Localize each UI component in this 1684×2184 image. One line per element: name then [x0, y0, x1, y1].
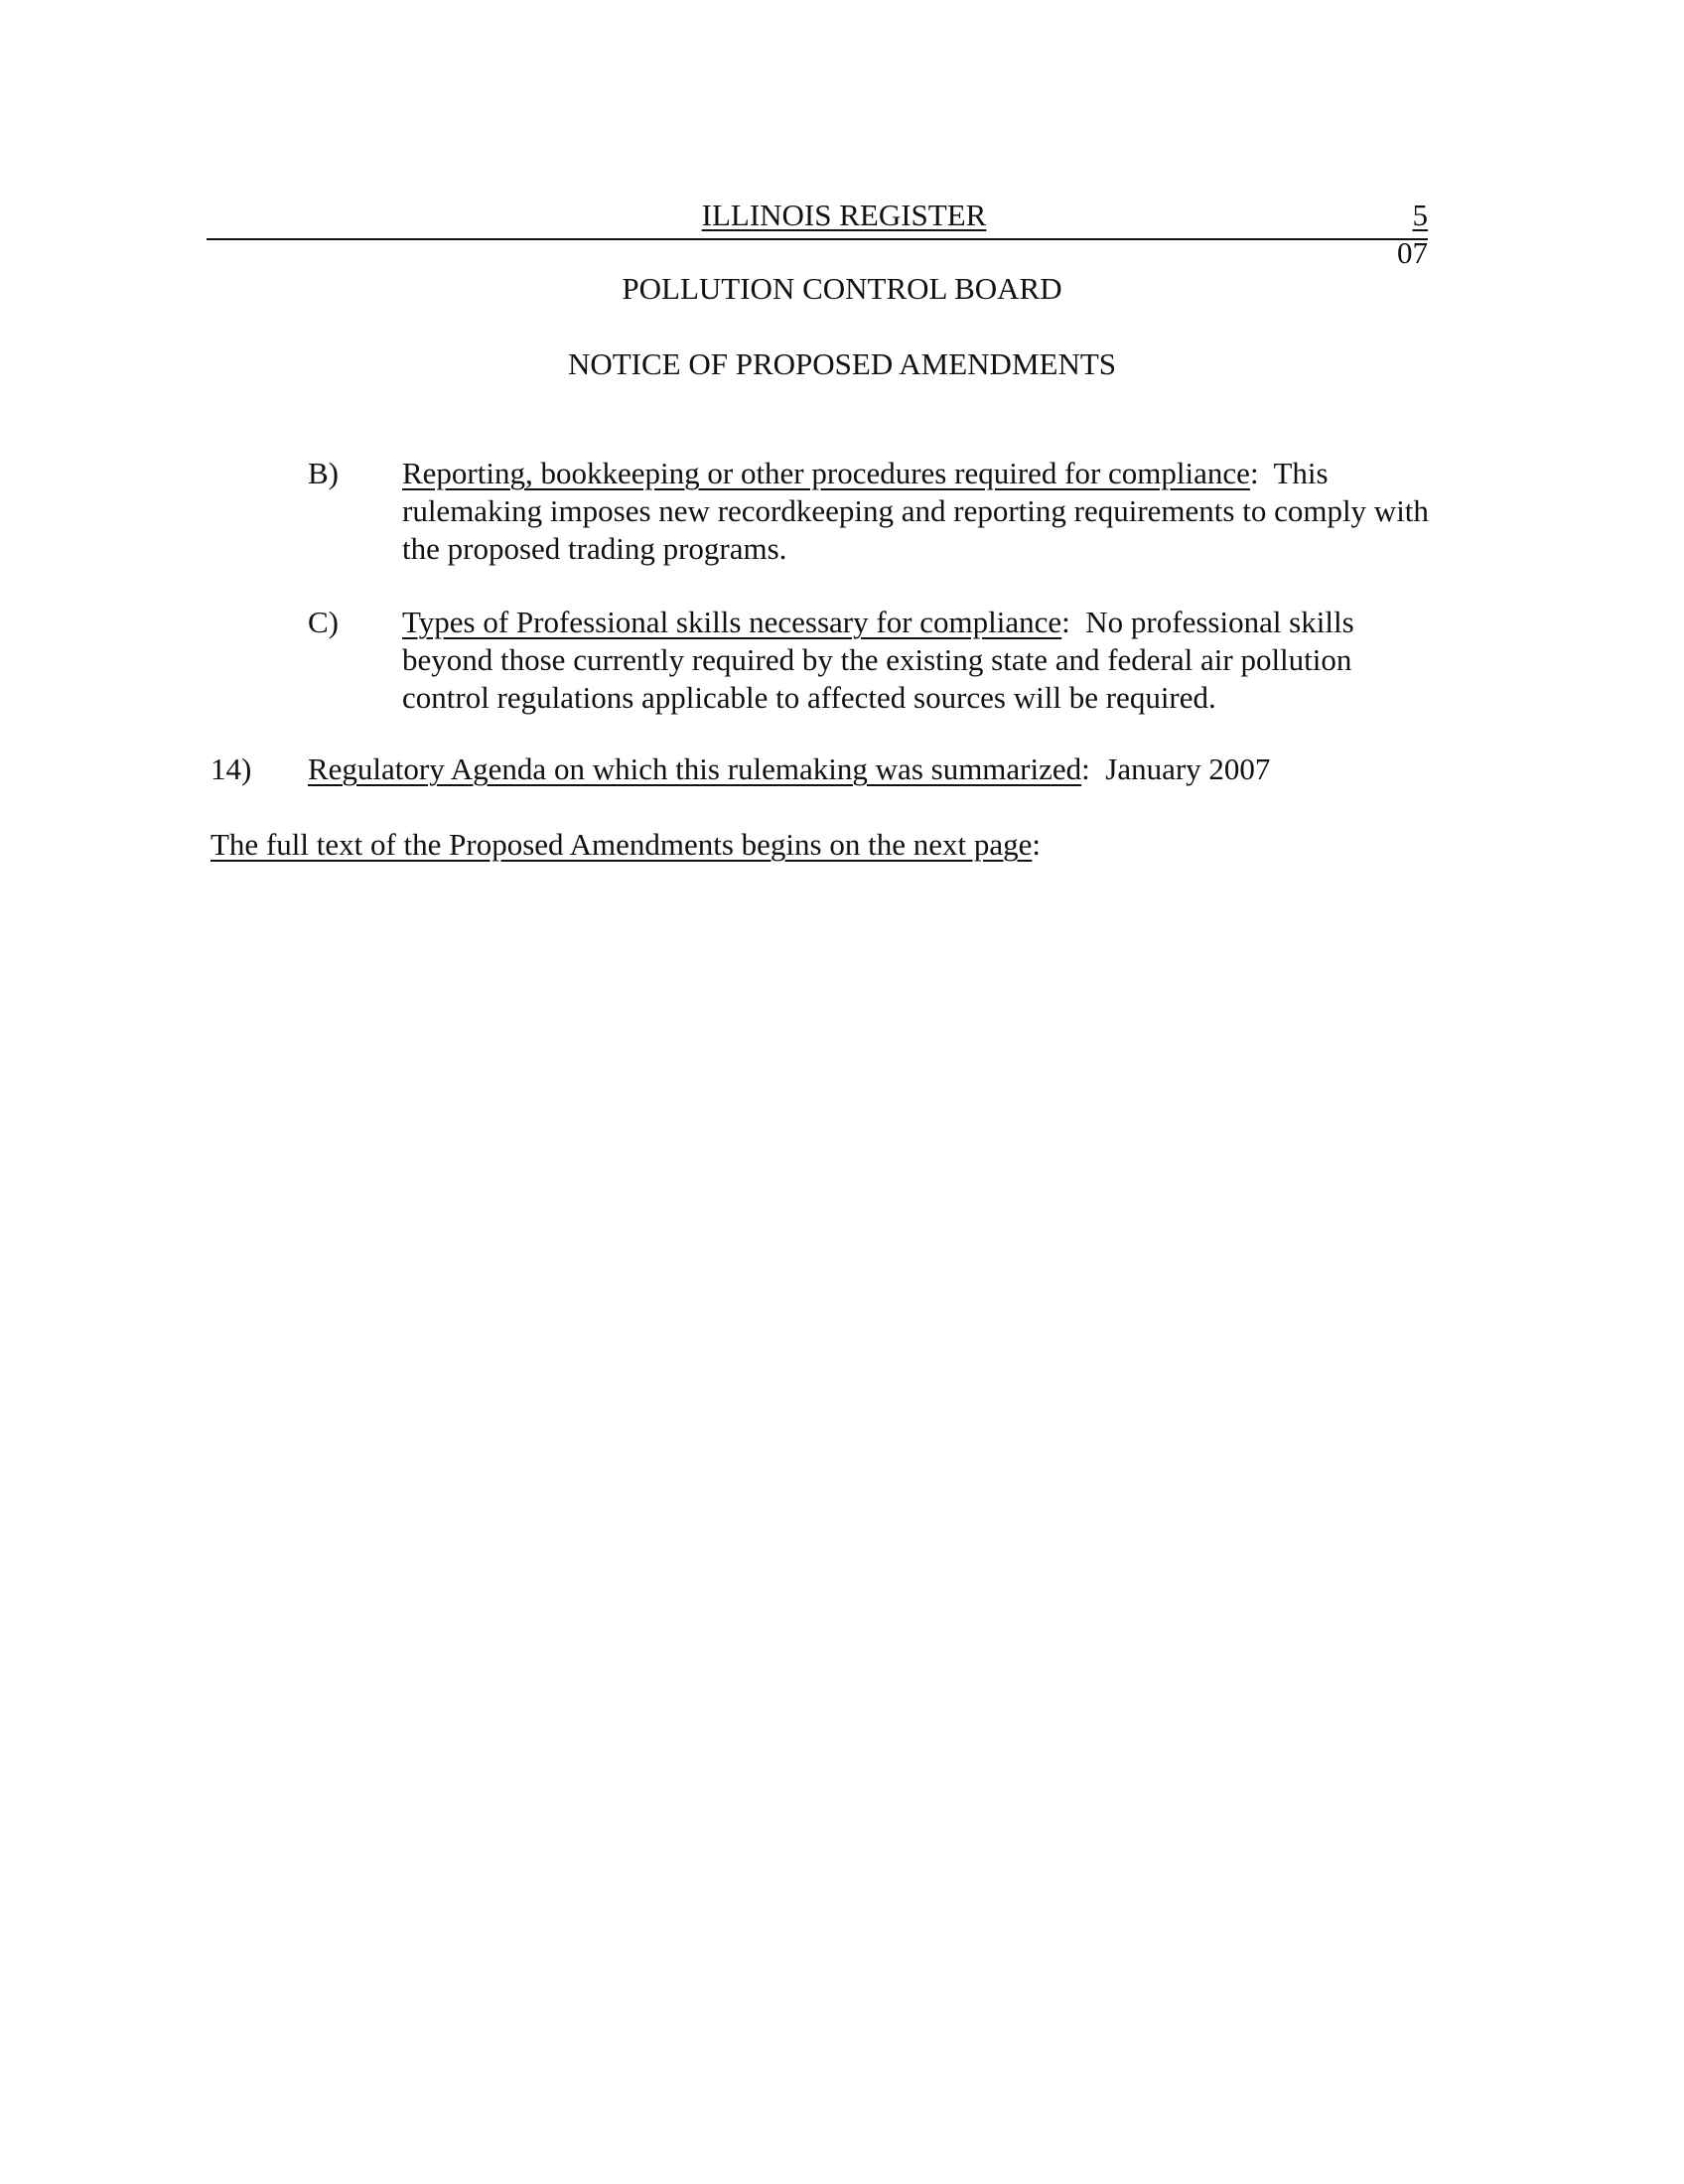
item-body [402, 455, 1445, 568]
item-heading: Types of Professional skills necessary for compliance [402, 605, 1062, 639]
item-text: This rulemaking imposes new recordkeeping and reporting requirements to comply with the proposed trading programs. [402, 456, 1429, 566]
item-separator: : [1061, 605, 1086, 639]
closing-line [210, 826, 1402, 864]
item-body [308, 751, 1450, 788]
item-marker: 14) [210, 751, 252, 786]
closing-text: The full text of the Proposed Amendments begins on the next page [210, 827, 1033, 862]
closing-suffix: : [1032, 827, 1041, 862]
item-text: January 2007 [1105, 751, 1271, 786]
item-separator: : [1249, 456, 1274, 490]
page-number-top: 5 [1412, 198, 1428, 232]
notice-title: NOTICE OF PROPOSED AMENDMENTS [567, 346, 1117, 381]
item-heading: Reporting, bookkeeping or other procedures required for compliance [402, 456, 1250, 490]
register-title: ILLINOIS REGISTER [689, 197, 999, 234]
item-marker: B) [308, 456, 339, 490]
item-body [402, 604, 1445, 717]
item-text: No professional skills beyond those currently required by the existing state and federal air pollution control regulations applicable to affected sources will be required. [402, 605, 1354, 715]
header-rule [207, 238, 1428, 240]
agency-name: POLLUTION CONTROL BOARD [622, 271, 1062, 306]
item-separator: : [1081, 751, 1106, 786]
item-heading: Regulatory Agenda on which this rulemaking was summarized [308, 751, 1082, 786]
page-number-bottom: 07 [1397, 235, 1428, 270]
item-marker: C) [308, 605, 339, 639]
